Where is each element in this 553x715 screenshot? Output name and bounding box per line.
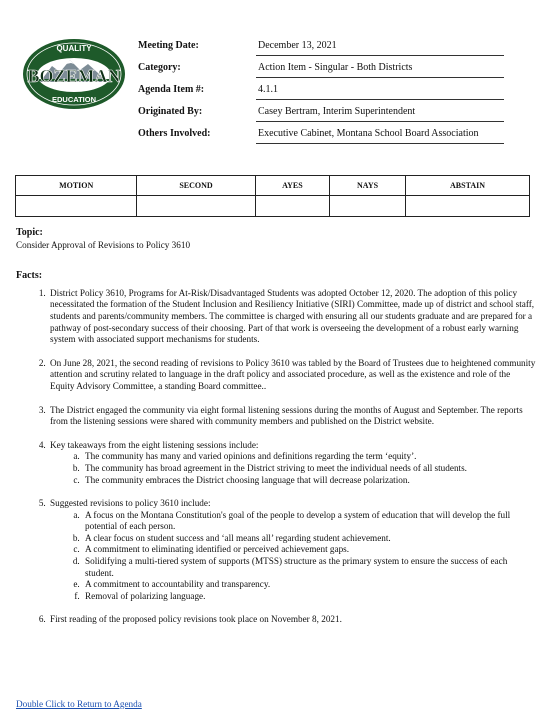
meta-row-category (138, 56, 504, 78)
meta-row-others-involved (138, 122, 504, 144)
logo-top-text: QUALITY (56, 44, 92, 53)
meta-row-agenda-item (138, 78, 504, 100)
meta-label: Category: (138, 62, 181, 73)
bozeman-logo (22, 38, 126, 110)
revisions-list (50, 510, 536, 603)
agenda-meta (138, 34, 504, 144)
topic-heading: Topic: (16, 227, 43, 238)
logo-bottom-text: EDUCATION (51, 95, 97, 104)
meta-value: December 13, 2021 (256, 40, 504, 56)
sub-item: c. The community embraces the District choosing language that will decrease polarization. (82, 475, 536, 487)
meta-label: Meeting Date: (138, 40, 199, 51)
meta-value: Executive Cabinet, Montana School Board Association (256, 128, 504, 144)
vote-table-header-row (16, 176, 530, 196)
topic-text: Consider Approval of Revisions to Policy 3610 (16, 239, 191, 250)
vote-header-motion: MOTION (16, 176, 137, 196)
document-body (16, 227, 536, 638)
fact-item (48, 405, 536, 428)
fact-text: First reading of the proposed policy revisions took place on November 8, 2021. (50, 614, 342, 625)
vote-header-second: SECOND (137, 176, 255, 196)
facts-heading: Facts: (16, 270, 43, 282)
fact-item (48, 498, 536, 602)
meta-label: Others Involved: (138, 128, 211, 139)
meta-label: Agenda Item #: (138, 84, 205, 95)
sub-item: a. A focus on the Montana Constitution's goal of the people to develop a system of education that will develop the full potential of each person. (82, 510, 536, 533)
vote-cell-abstain (406, 196, 530, 217)
fact-text: Key takeaways from the eight listening sessions include: (50, 439, 259, 450)
vote-header-nays: NAYS (330, 176, 406, 196)
return-to-agenda-link[interactable]: Double Click to Return to Agenda (16, 699, 142, 709)
meta-value: Casey Bertram, Interim Superintendent (256, 106, 504, 122)
vote-table-entry-row (16, 196, 530, 217)
fact-text: On June 28, 2021, the second reading of revisions to Policy 3610 was tabled by the Board of Trustees due to heightened community attention and scrutiny related to language in the draft policy and associated procedure, as well as the existence and role of the Equity Advisory Committee, a standing Board committee.. (50, 357, 536, 391)
sub-item: f. Removal of polarizing language. (82, 591, 536, 603)
sub-item: e. A commitment to accountability and transparency. (82, 579, 536, 591)
takeaways-list (50, 451, 536, 486)
sub-item: d. Solidifying a multi-tiered system of supports (MTSS) structure as the primary system to ensure the success of each student. (82, 556, 536, 579)
meta-row-meeting-date (138, 34, 504, 56)
sub-item: b. The community has broad agreement in the District striving to meet the individual needs of all students. (82, 463, 536, 475)
facts-list (16, 288, 536, 626)
bozeman-mountain-logo-icon (22, 38, 126, 110)
fact-text: The District engaged the community via eight formal listening sessions during the months of August and September. The reports from the listening sessions were shared with community members and published on the District website. (50, 404, 523, 427)
vote-cell-nays (330, 196, 406, 217)
vote-cell-motion (16, 196, 137, 217)
vote-table (15, 175, 530, 217)
fact-text: Suggested revisions to policy 3610 include: (50, 498, 211, 509)
vote-header-abstain: ABSTAIN (406, 176, 530, 196)
meta-row-originated-by (138, 100, 504, 122)
sub-item: a. The community has many and varied opinions and definitions regarding the term ‘equity’. (82, 451, 536, 463)
meta-value: Action Item - Singular - Both Districts (256, 62, 504, 78)
sub-item: c. A commitment to eliminating identified or perceived achievement gaps. (82, 544, 536, 556)
fact-item (48, 358, 536, 393)
vote-header-ayes: AYES (255, 176, 329, 196)
meta-value: 4.1.1 (256, 84, 504, 100)
fact-item (48, 614, 536, 626)
vote-cell-second (137, 196, 255, 217)
vote-cell-ayes (255, 196, 329, 217)
fact-item (48, 440, 536, 486)
logo-main-text: BOZEMAN (27, 66, 121, 86)
sub-item: b. A clear focus on student success and ‘all means all’ regarding student achievement. (82, 533, 536, 545)
fact-text: District Policy 3610, Programs for At-Risk/Disadvantaged Students was adopted October 12, 2020. The adoption of this policy necessitated the formation of the Student Inclusion and Resiliency Initiative (SIRI) Committee, made up of district and school staff, students and parents/community members. The committee is charged with ensuring all our students graduate and are prepared for a pathway of post-secondary success of their choosing. Part of that work is overseeing the development of a robust early warning system with associated support mechanisms for students. (50, 287, 535, 345)
meta-label: Originated By: (138, 106, 203, 117)
fact-item (48, 288, 536, 346)
